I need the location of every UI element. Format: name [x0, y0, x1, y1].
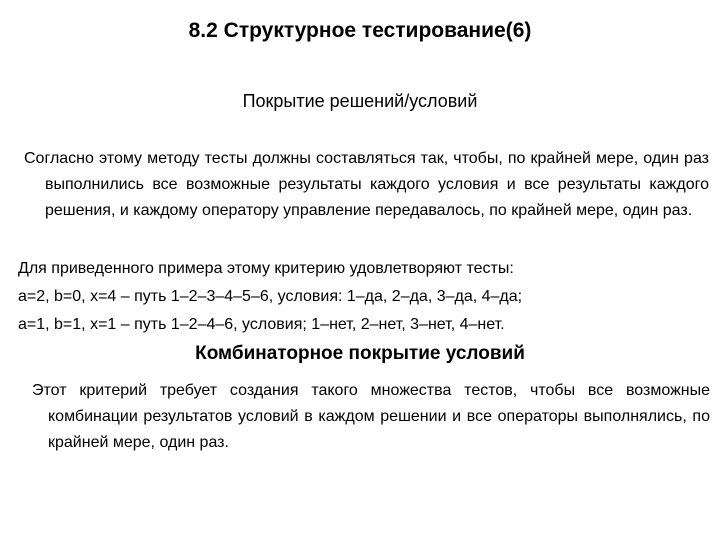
test-case-2-line: a=1, b=1, x=1 – путь 1–2–4–6, условия; 1–нет, 2–нет, 3–нет, 4–нет.: [18, 316, 505, 333]
slide-title: 8.2 Структурное тестирование(6): [188, 19, 532, 42]
paragraph-combinatorial-coverage: [32, 378, 710, 456]
test-case-1-line: a=2, b=0, x=4 – путь 1–2–3–4–5–6, условия: 1–да, 2–да, 3–да, 4–да;: [18, 288, 523, 305]
section-heading: Комбинаторное покрытие условий: [195, 343, 525, 364]
paragraph-decision-condition-coverage: [24, 146, 709, 224]
paragraph-text: Согласно этому методу тесты должны составляться так, чтобы, по крайней мере, один раз выполнились все возможные результаты каждого условия и все результаты каждого решения, и каждому оператору управление передавалось, по крайней мере, один раз.: [24, 150, 709, 219]
paragraph-text: Этот критерий требует создания такого множества тестов, чтобы все возможные комбинации результатов условий в каждом решении и все операторы выполнялись, по крайней мере, один раз.: [32, 382, 710, 451]
slide-subtitle: Покрытие решений/условий: [242, 91, 478, 111]
example-intro-line: Для приведенного примера этому критерию удовлетворяют тесты:: [18, 260, 514, 277]
